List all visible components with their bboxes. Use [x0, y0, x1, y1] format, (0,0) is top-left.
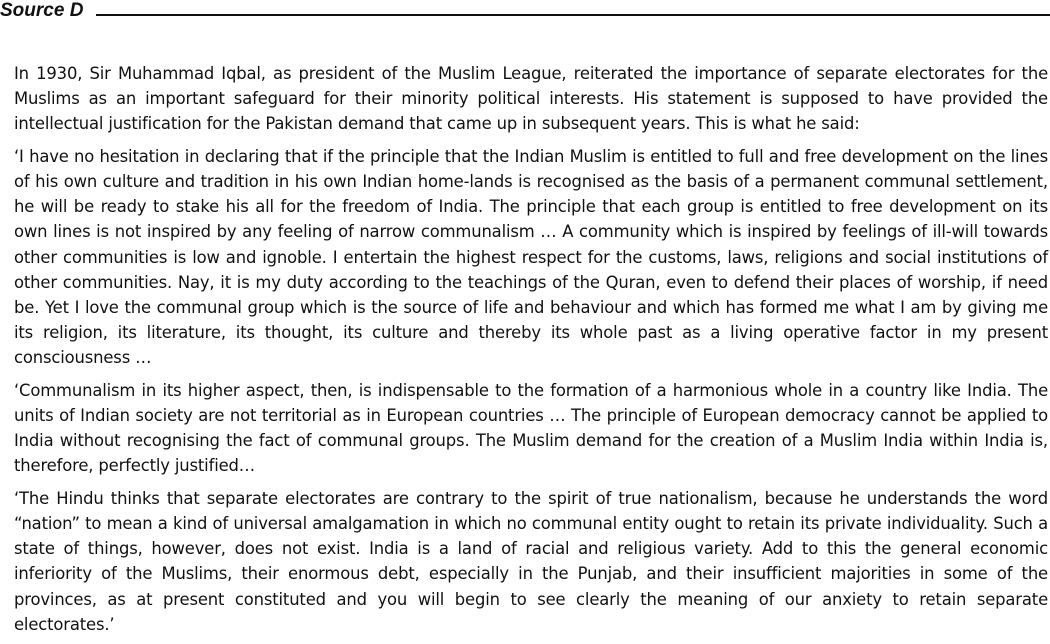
source-heading-row: [0, 0, 1050, 22]
source-heading: Source D: [0, 0, 84, 21]
document-body: [14, 61, 1048, 644]
quote-paragraph-2: ‘Communalism in its higher aspect, then, is indispensable to the formation of a harmonious whole in a country like India. The units of Indian society are not territorial as in European countries … The principle of European democracy cannot be applied to India without recognising the fact of communal groups. The Muslim demand for the creation of a Muslim India within India is, therefore, perfectly justified…: [14, 380, 1048, 476]
heading-rule: [96, 14, 1050, 16]
intro-paragraph: In 1930, Sir Muhammad Iqbal, as president of the Muslim League, reiterated the importance of separate electorates for the Muslims as an important safeguard for their minority political interests. His statement is supposed to have provided the intellectual justification for the Pakistan demand that came up in subsequent years. This is what he said:: [14, 64, 1048, 134]
quote-paragraph-1: ‘I have no hesitation in declaring that if the principle that the Indian Muslim is entitled to full and free development on the lines of his own culture and tradition in his own Indian home-lands is recognised as the basis of a permanent communal settlement, he will be ready to stake his all for the freedom of India. The principle that each group is entitled to free development on its own lines is not inspired by any feeling of narrow communalism … A community which is inspired by feelings of ill-will towards other communities is low and ignoble. I entertain the highest respect for the customs, laws, religions and social institutions of other communities. Nay, it is my duty according to the teachings of the Quran, even to defend their places of worship, if need be. Yet I love the communal group which is the source of life and behaviour and which has formed me what I am by giving me its religion, its literature, its thought, its culture and thereby its whole past as a living operative factor in my present consciousness …: [14, 146, 1048, 368]
quote-paragraph-3: ‘The Hindu thinks that separate electorates are contrary to the spirit of true nationalism, because he understands the word “nation” to mean a kind of universal amalgamation in which no communal entity ought to retain its private individuality. Such a state of things, however, does not exist. India is a land of racial and religious variety. Add to this the general economic inferiority of the Muslims, their enormous debt, especially in the Punjab, and their insufficient majorities in some of the provinces, as at present constituted and you will begin to see clearly the meaning of our anxiety to retain separate electorates.’: [14, 488, 1048, 634]
